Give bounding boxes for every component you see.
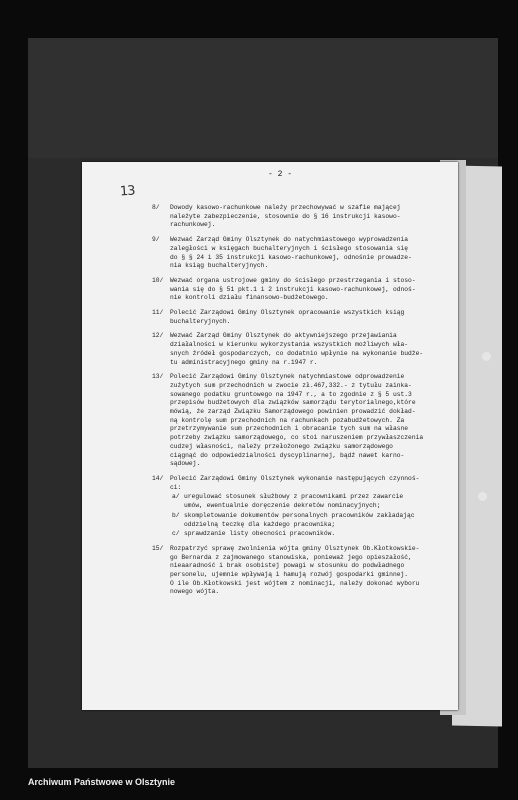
subitem-letter: b/: [172, 511, 180, 519]
subitem-letter: c/: [172, 530, 180, 538]
document-item: [152, 277, 448, 303]
item-text-line: wania się do § 51 pkt.1 i 2 instrukcji kasowo-rachunkowej, odnoś-: [170, 285, 416, 293]
item-number: 15/: [152, 544, 164, 552]
item-number: 11/: [152, 309, 164, 317]
item-text-line: nieaaradność i brak osobistej powagi w stosunku do podwładnego: [170, 562, 405, 570]
item-number: 14/: [152, 474, 164, 482]
document-item: [152, 475, 448, 539]
item-text-line: zaległości w księgach buchalteryjnych i ścisłego stosowania się: [170, 244, 409, 252]
document-item: [152, 236, 448, 271]
item-text-line: go Bernarda z zajmowanego stanowiska, ponieważ jego opieszałość,: [170, 553, 412, 561]
item-number: 12/: [152, 332, 164, 340]
item-text-line: rachunkowej.: [170, 221, 216, 229]
item-text-line: ciągnąć do odpowiedzialności dyscyplinarnej, bądź nawet karno-: [170, 451, 405, 459]
subitem-text-line: uregulować stosunek służbowy z pracownikami przez zawarcie: [184, 493, 404, 501]
document-item: [152, 545, 448, 597]
document-page: [82, 162, 458, 710]
item-text-line: potrzeby związku samorządowego, co stoi naruszeniem przywłaszczenia: [170, 434, 424, 442]
item-text-line: Wezwać organa ustrojowe gminy do ścisłego przestrzegania i stoso-: [170, 276, 416, 284]
item-text-line: ci:: [170, 483, 182, 491]
document-subitem: [170, 530, 448, 539]
item-number: 9/: [152, 236, 160, 244]
binder-hole-icon: [482, 352, 491, 361]
subitem-text-line: umów, ewentualnie doręczenie dekretów nominacyjnych;: [184, 502, 381, 510]
subitem-text-line: sprawdzanie listy obecności pracowników.: [184, 530, 336, 538]
item-text-line: zużytych sum przechodnich w zwocie zł.467,332.- z tytułu zainka-: [170, 381, 412, 389]
item-text-line: Dowody kasowo-rachunkowe należy przechowywać w szafie mającej: [170, 204, 401, 211]
scan-top-area: [28, 38, 498, 158]
item-text-line: przetrzymywanie sum przechodnich i obracanie tych sum na własne: [170, 425, 409, 433]
document-item: [152, 373, 448, 469]
item-text-line: nia ksiąg buchalteryjnych.: [170, 262, 269, 270]
document-subitem: [170, 493, 448, 510]
item-text-line: działalności w kierunku wykorzystania wszystkich możliwych wła-: [170, 341, 409, 349]
item-text-line: do § § 24 i 35 instrukcji kasowo-rachunkowej, odnośnie prowadze-: [170, 253, 412, 261]
document-subitem: [170, 512, 448, 529]
item-number: 13/: [152, 373, 164, 381]
binder-hole-icon: [478, 492, 487, 501]
item-text-line: cudzej własności, należy przełożonego związku samorządowego: [170, 442, 393, 450]
item-text-line: Polecić Zarządowi Gminy Olsztynek opracowanie wszystkich ksiąg: [170, 309, 405, 317]
folio-mark: 13: [119, 183, 136, 200]
subitem-text-line: oddzielną teczkę dla każdego pracownika;: [184, 520, 336, 528]
item-text-line: Wezwać Zarząd Gminy Olsztynek do aktywniejszego przejawiania: [170, 332, 397, 340]
item-text-line: sądowej.: [170, 460, 201, 468]
item-text-line: przepisów budżetowych dla związków samorządu terytorialnego,które: [170, 399, 416, 407]
item-text-line: mówią, że zarząd Związku Samorządowego powinien prowadzić dokład-: [170, 408, 416, 416]
item-number: 8/: [152, 204, 160, 211]
item-text-line: należyte zabezpieczenie, stosownie do § 16 instrukcji kasowo-: [170, 212, 401, 220]
item-text-line: sowanego podatku gruntowego na 1947 r., a to zgodnie z § 5 ust.3: [170, 390, 412, 398]
document-item: [152, 309, 448, 326]
item-text-line: snych źródeł gospodarczych, co dodatnio wpłynie na wykonanie budże-: [170, 349, 424, 357]
item-text-line: O ile Ob.Kłotkowski jest wójtem z nominacji, należy dokonać wyboru: [170, 579, 420, 587]
subitem-letter: a/: [172, 493, 180, 501]
item-text-line: personelu, ujemnie wpływają i hamują rozwój gospodarki gminnej.: [170, 571, 409, 579]
item-number: 10/: [152, 276, 164, 284]
item-text-line: Wezwać Zarząd Gminy Olsztynek do natychmiastowego wyprowadzenia: [170, 236, 409, 244]
item-text-line: nie kontroli działu finansowo-budżetowego.: [170, 294, 329, 302]
item-text-line: tu administracyjnego gminy na r.1947 r.: [170, 358, 318, 366]
subitem-text-line: skompletowanie dokumentów personalnych pracowników zakładając: [184, 511, 415, 519]
document-body: [152, 204, 448, 603]
archive-name: Archiwum Państwowe w Olsztynie: [28, 777, 176, 787]
item-text-line: buchalteryjnych.: [170, 317, 231, 325]
document-item: [152, 332, 448, 367]
item-text-line: Rozpatrzyć sprawę zwolnienia wójta gminy Olsztynek Ob.Kłotkowskie-: [170, 544, 420, 552]
item-text-line: Polecić Zarządowi Gminy Olsztynek natychmiastowe odprowadzenie: [170, 373, 405, 381]
document-item: [152, 204, 448, 230]
item-text-line: ną kontrolę sum przechodnich na rachunkach pozabudżetowych. Za: [170, 416, 405, 424]
page-number: - 2 -: [268, 170, 293, 179]
item-text-line: nowego wójta.: [170, 588, 220, 596]
item-text-line: Polecić Zarządowi Gminy Olsztynek wykonanie następujących czynnoś-: [170, 474, 420, 482]
